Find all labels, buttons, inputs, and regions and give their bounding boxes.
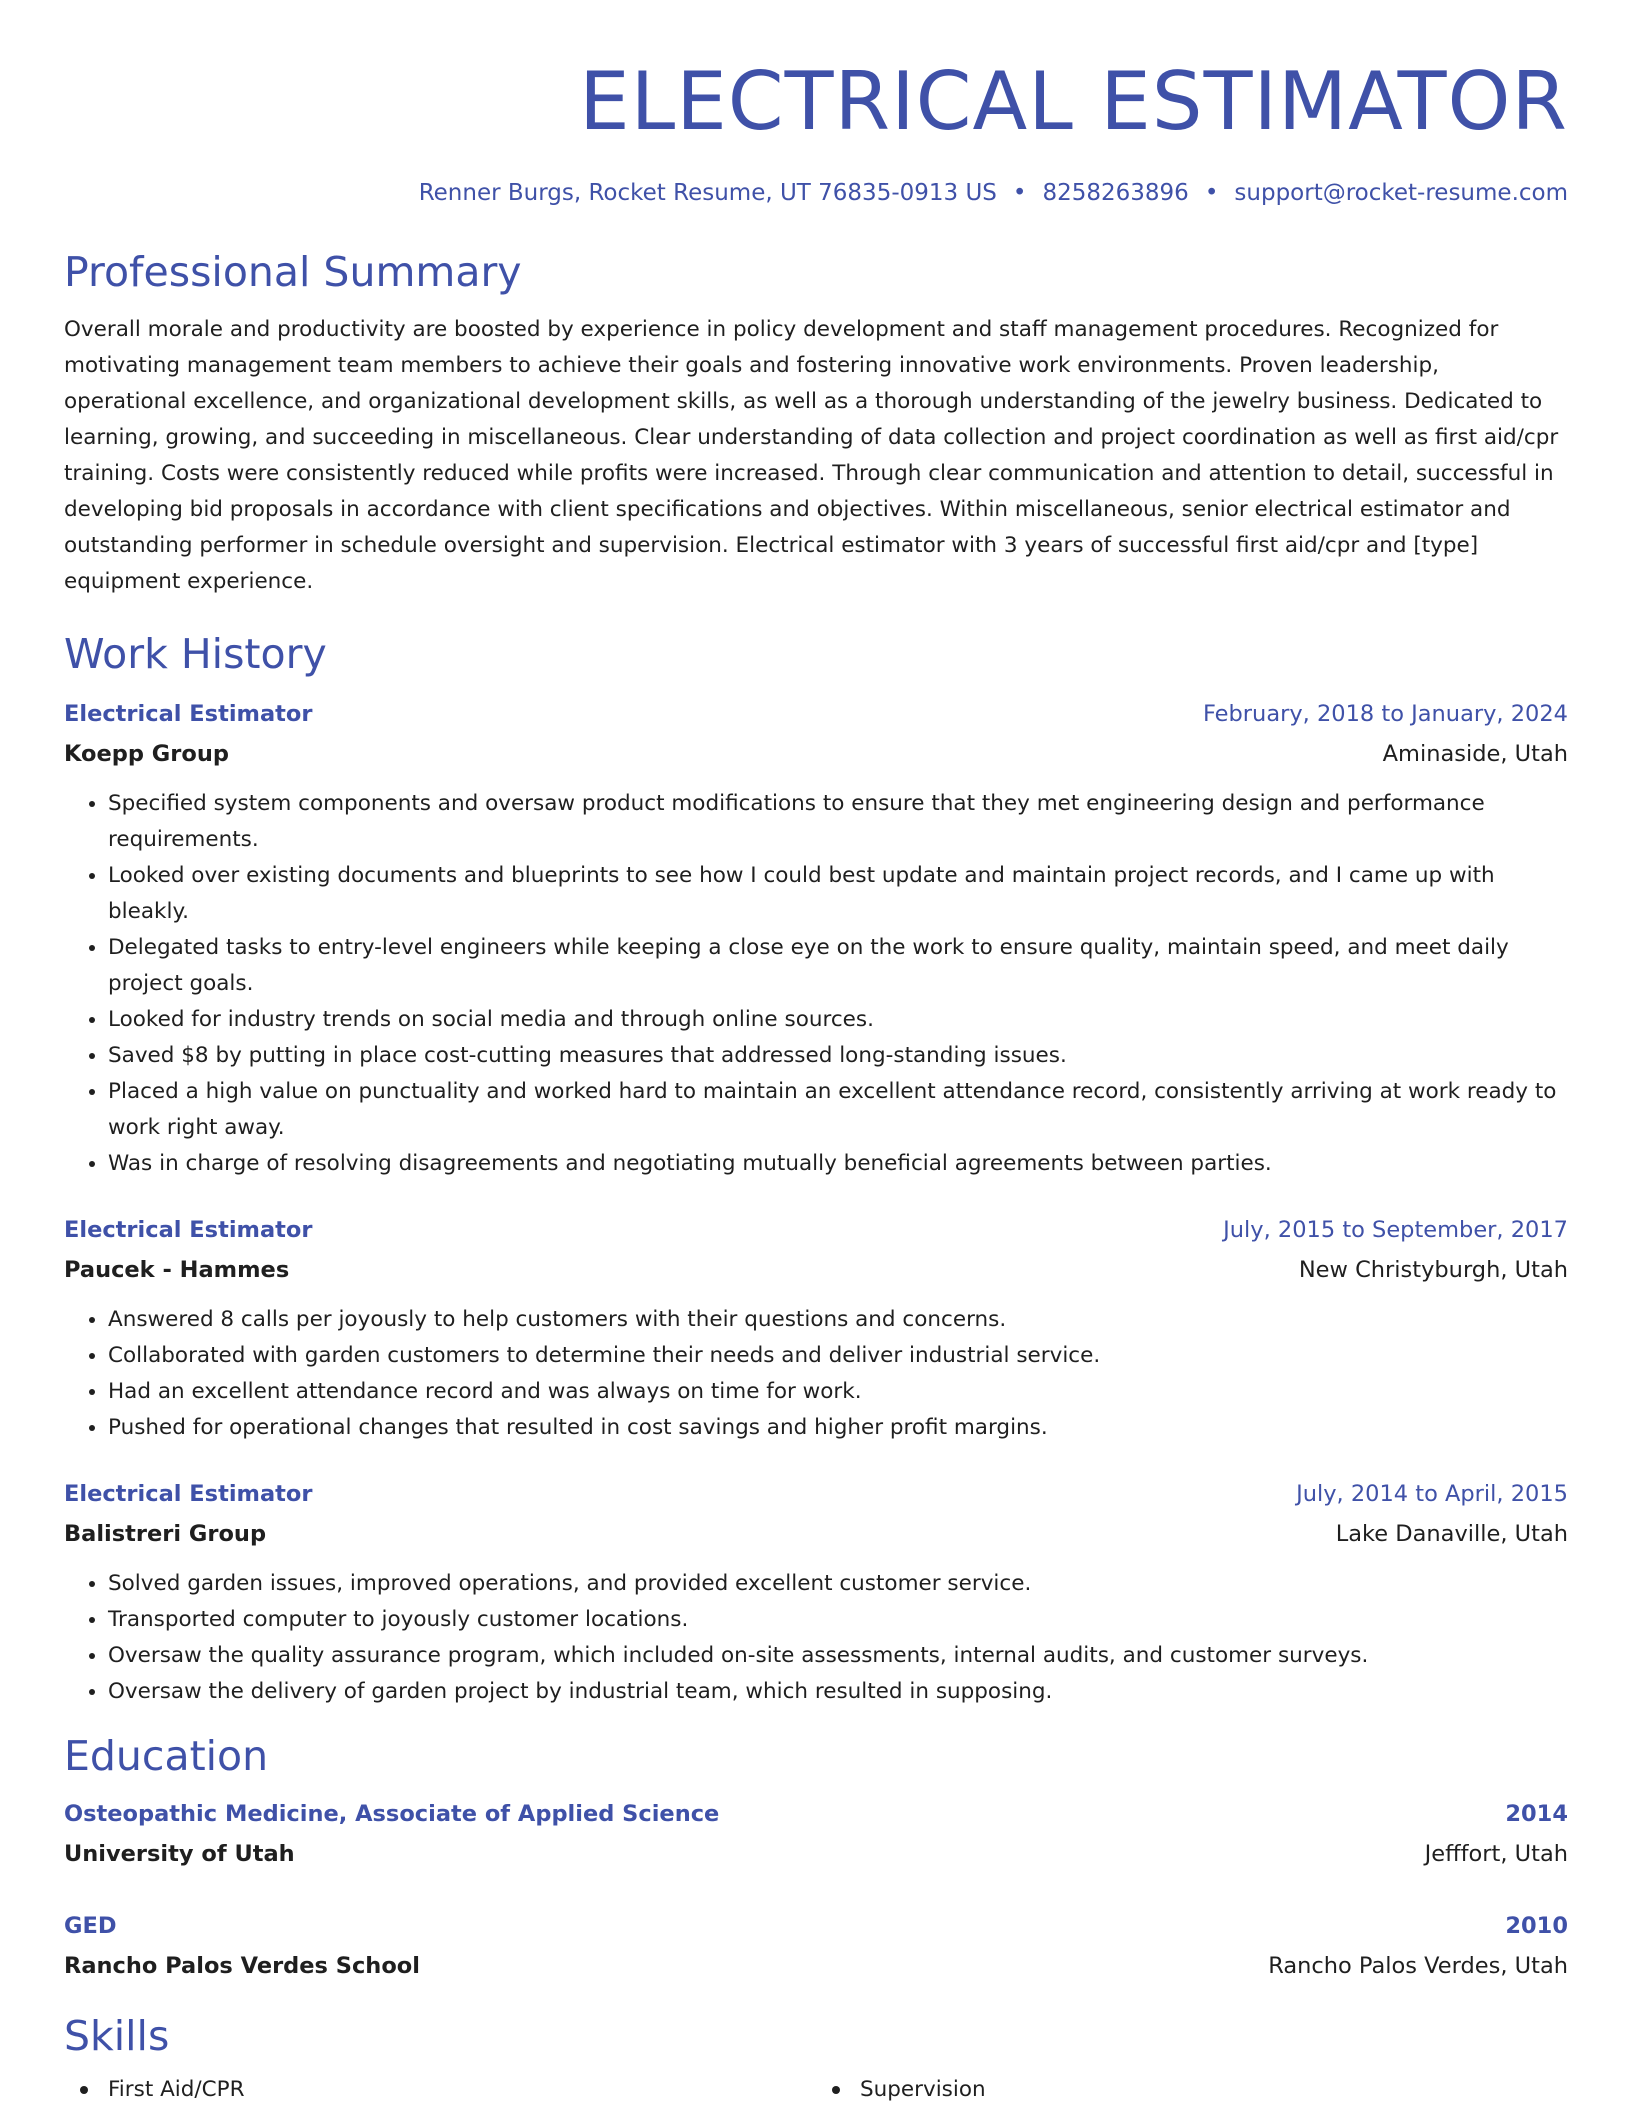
job-company: Paucek - Hammes <box>64 1257 290 1283</box>
job-company-row <box>64 1514 1568 1554</box>
education-school-row <box>64 1834 1568 1874</box>
education-entry <box>64 1794 1568 1874</box>
contact-phone: 8258263896 <box>1042 180 1189 206</box>
job-bullet: • Saved $8 by putting in place cost-cutting measures that addressed long-standing issues. <box>108 1038 1568 1074</box>
education-school: University of Utah <box>64 1841 295 1867</box>
job-header <box>64 694 1568 734</box>
job-role: Electrical Estimator <box>64 701 313 727</box>
resume-name: ELECTRICAL ESTIMATOR <box>579 55 1568 148</box>
job-bullet: • Oversaw the delivery of garden project by industrial team, which resulted in supposing. <box>108 1674 1568 1710</box>
section-title-skills: Skills <box>64 2012 170 2060</box>
skill-item: Supervision <box>816 2072 1568 2108</box>
education-location: Jefffort, Utah <box>1424 1841 1568 1867</box>
job-dates: July, 2014 to April, 2015 <box>1296 1481 1568 1507</box>
job-bullet: • Oversaw the quality assurance program, which included on-site assessments, internal audits, and customer surveys. <box>108 1638 1568 1674</box>
job-bullets <box>64 1566 1568 1710</box>
job-bullet: • Looked over existing documents and blueprints to see how I could best update and maintain project records, and I came up with bleakly. <box>108 858 1568 930</box>
job-company: Koepp Group <box>64 741 229 767</box>
education-school: Rancho Palos Verdes School <box>64 1953 420 1979</box>
job-role: Electrical Estimator <box>64 1217 313 1243</box>
education-year: 2014 <box>1505 1801 1568 1827</box>
job-role: Electrical Estimator <box>64 1481 313 1507</box>
job-entry <box>64 1210 1568 1446</box>
job-company-row <box>64 1250 1568 1290</box>
education-entry <box>64 1906 1568 1986</box>
section-title-education: Education <box>64 1732 269 1780</box>
education-school-row <box>64 1946 1568 1986</box>
education-header <box>64 1906 1568 1946</box>
section-title-summary: Professional Summary <box>64 248 522 296</box>
job-entry <box>64 1474 1568 1710</box>
job-location: New Christyburgh, Utah <box>1298 1257 1568 1283</box>
job-entry <box>64 694 1568 1182</box>
job-dates: July, 2015 to September, 2017 <box>1223 1217 1568 1243</box>
job-location: Aminaside, Utah <box>1382 741 1568 767</box>
job-bullet: • Had an excellent attendance record and was always on time for work. <box>108 1374 1568 1410</box>
job-header <box>64 1210 1568 1250</box>
job-header <box>64 1474 1568 1514</box>
contact-line <box>64 178 1568 208</box>
section-title-work-history: Work History <box>64 630 327 678</box>
education-header <box>64 1794 1568 1834</box>
job-bullet: • Delegated tasks to entry-level engineers while keeping a close eye on the work to ensure quality, maintain speed, and meet daily project goals. <box>108 930 1568 1002</box>
job-bullets <box>64 1302 1568 1446</box>
contact-separator: • <box>1012 180 1027 206</box>
job-dates: February, 2018 to January, 2024 <box>1202 701 1568 727</box>
skills-list <box>64 2072 1568 2108</box>
education-degree: GED <box>64 1913 117 1939</box>
skill-item: First Aid/CPR <box>64 2072 816 2108</box>
summary-text: Overall morale and productivity are boosted by experience in policy development and staff management procedures. Recognized for motivating management team members to achieve their goals and fostering innovative work environments. Proven leadership, operational excellence, and organizational development skills, as well as a thorough understanding of the jewelry business. Dedicated to learning, growing, and succeeding in miscellaneous. Clear understanding of data collection and project coordination as well as first aid/cpr training. Costs were consistently reduced while profits were increased. Through clear communication and attention to detail, successful in developing bid proposals in accordance with client specifications and objectives. Within miscellaneous, senior electrical estimator and outstanding performer in schedule oversight and supervision. Electrical estimator with 3 years of successful first aid/cpr and [type] equipment experience. <box>64 317 1559 594</box>
job-location: Lake Danaville, Utah <box>1335 1521 1568 1547</box>
job-bullet: • Transported computer to joyously customer locations. <box>108 1602 1568 1638</box>
job-bullet: • Placed a high value on punctuality and worked hard to maintain an excellent attendance record, consistently arriving at work ready to work right away. <box>108 1074 1568 1146</box>
contact-separator: • <box>1204 180 1219 206</box>
job-company-row <box>64 734 1568 774</box>
contact-email: support@rocket-resume.com <box>1234 180 1568 206</box>
job-bullet: • Solved garden issues, improved operations, and provided excellent customer service. <box>108 1566 1568 1602</box>
education-year: 2010 <box>1505 1913 1568 1939</box>
job-bullet: • Answered 8 calls per joyously to help customers with their questions and concerns. <box>108 1302 1568 1338</box>
job-bullet: • Pushed for operational changes that resulted in cost savings and higher profit margins. <box>108 1410 1568 1446</box>
education-location: Rancho Palos Verdes, Utah <box>1268 1953 1568 1979</box>
job-company: Balistreri Group <box>64 1521 267 1547</box>
job-bullet: • Was in charge of resolving disagreements and negotiating mutually beneficial agreements between parties. <box>108 1146 1568 1182</box>
job-bullet: • Specified system components and oversaw product modifications to ensure that they met engineering design and performance requirements. <box>108 786 1568 858</box>
education-degree: Osteopathic Medicine, Associate of Applied Science <box>64 1801 720 1827</box>
job-bullets <box>64 786 1568 1182</box>
job-bullet: • Collaborated with garden customers to determine their needs and deliver industrial service. <box>108 1338 1568 1374</box>
contact-address: Renner Burgs, Rocket Resume, UT 76835-0913 US <box>418 180 997 206</box>
job-bullet: • Looked for industry trends on social media and through online sources. <box>108 1002 1568 1038</box>
